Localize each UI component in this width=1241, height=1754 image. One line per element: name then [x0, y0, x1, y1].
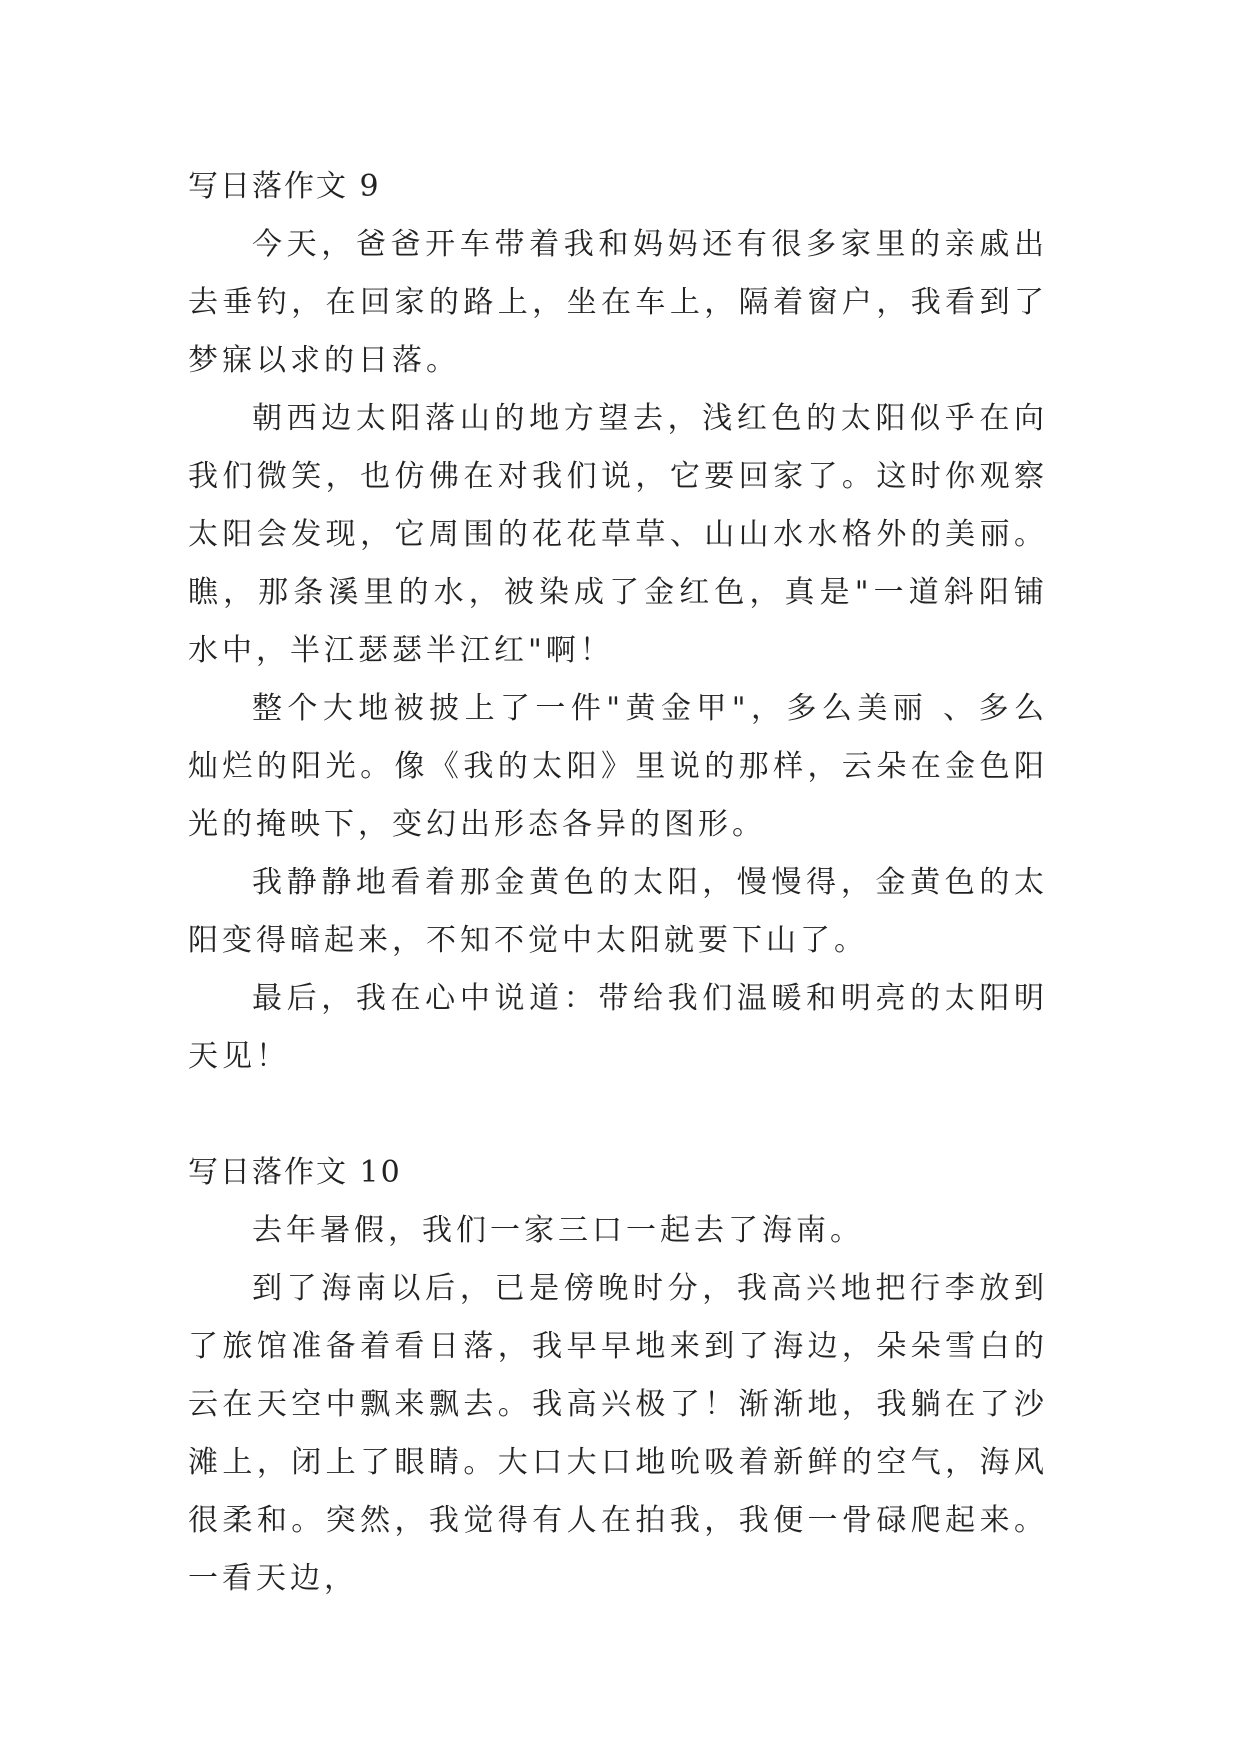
paragraph: 到了海南以后，已是傍晚时分，我高兴地把行李放到了旅馆准备着看日落，我早早地来到了海边，朵朵雪白的云在天空中飘来飘去。我高兴极了！渐渐地，我躺在了沙滩上，闭上了眼睛。大口大口地吮吸着新鲜的空气，海风很柔和。突然，我觉得有人在拍我，我便一骨碌爬起来。一看天边， — [188, 1271, 1048, 1596]
paragraph: 朝西边太阳落山的地方望去，浅红色的太阳似乎在向我们微笑，也仿佛在对我们说，它要回家了。这时你观察太阳会发现，它周围的花花草草、山山水水格外的美丽。瞧，那条溪里的水，被染成了金红色，真是"一道斜阳铺水中，半江瑟瑟半江红"啊！ — [188, 401, 1048, 668]
paragraph: 整个大地被披上了一件"黄金甲"，多么美丽 、多么灿烂的阳光。像《我的太阳》里说的那样，云朵在金色阳光的掩映下，变幻出形态各异的图形。 — [188, 691, 1048, 842]
paragraph: 我静静地看着那金黄色的太阳，慢慢得，金黄色的太阳变得暗起来，不知不觉中太阳就要下山了。 — [188, 865, 1048, 958]
essay-9 — [188, 158, 1048, 1086]
essay-10 — [188, 1144, 1048, 1608]
paragraph: 去年暑假，我们一家三口一起去了海南。 — [252, 1213, 864, 1248]
essay-title: 写日落作文 10 — [188, 1155, 402, 1190]
document-content — [188, 158, 1048, 1608]
essay-title: 写日落作文 9 — [188, 169, 381, 204]
paragraph: 最后，我在心中说道：带给我们温暖和明亮的太阳明天见！ — [188, 981, 1048, 1074]
paragraph: 今天，爸爸开车带着我和妈妈还有很多家里的亲戚出去垂钓，在回家的路上，坐在车上，隔着窗户，我看到了梦寐以求的日落。 — [188, 227, 1048, 378]
